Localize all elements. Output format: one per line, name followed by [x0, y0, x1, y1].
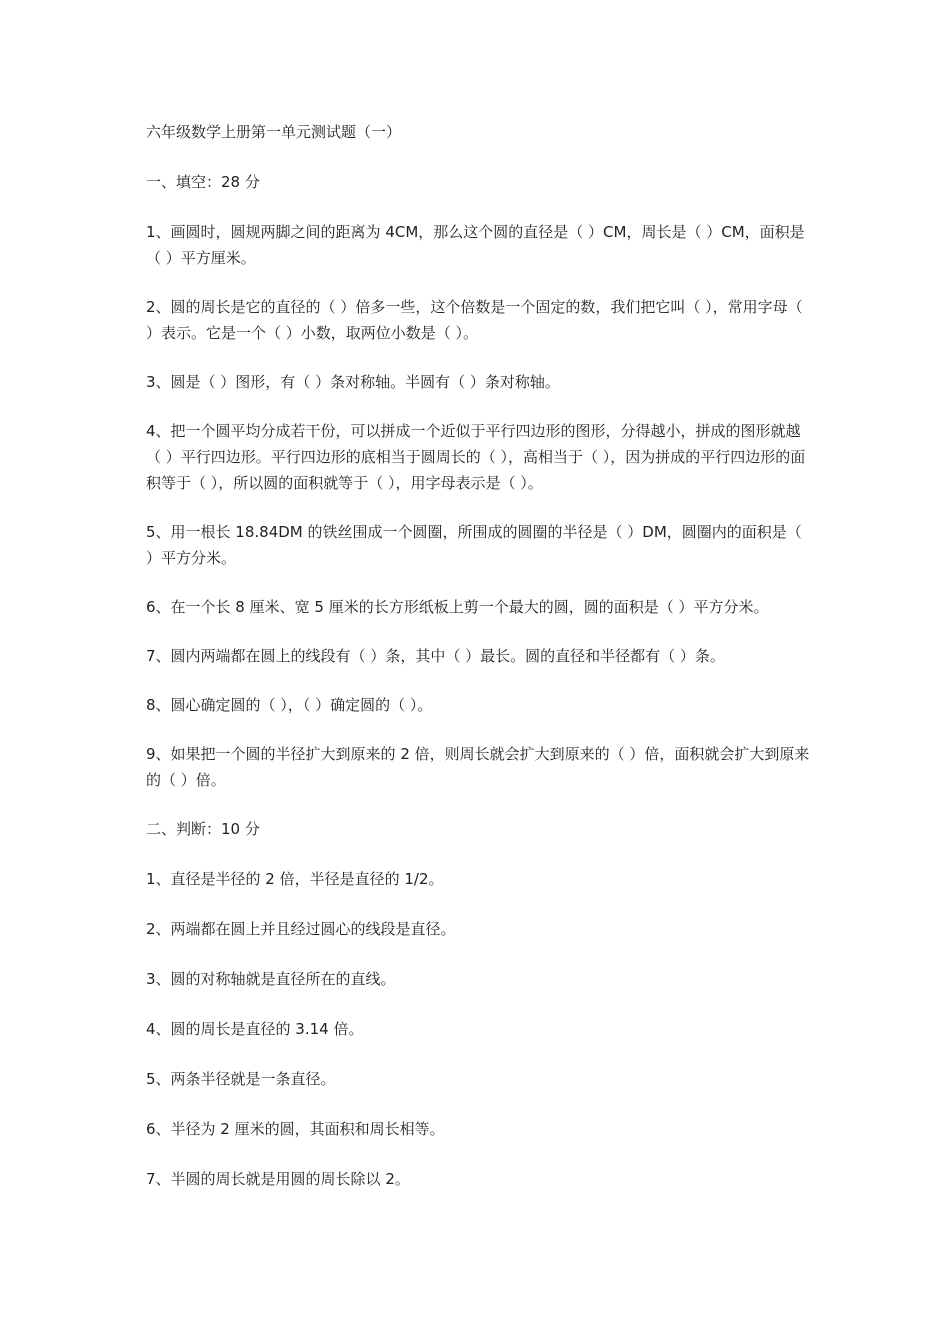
question-item: 8、圆心确定圆的（ ），（ ）确定圆的（ ）。	[146, 696, 433, 714]
question-item: 2、圆的周长是它的直径的（ ）倍多一些，这个倍数是一个固定的数，我们把它叫（ ），常用字母（ ）表示。它是一个（ ）小数，取两位小数是（ ）。	[146, 298, 803, 342]
question-item: 3、圆的对称轴就是直径所在的直线。	[146, 970, 396, 988]
question-item: 7、圆内两端都在圆上的线段有（ ）条，其中（ ）最长。圆的直径和半径都有（ ）条。	[146, 647, 725, 665]
question-item: 5、用一根长 18.84DM 的铁丝围成一个圆圈，所围成的圆圈的半径是（ ）DM，圆圈内的面积是（ ）平方分米。	[146, 523, 802, 567]
question-item: 6、半径为 2 厘米的圆，其面积和周长相等。	[146, 1120, 445, 1138]
question-item: 4、把一个圆平均分成若干份，可以拼成一个近似于平行四边形的图形，分得越小，拼成的图形就越（ ）平行四边形。平行四边形的底相当于圆周长的（ ），高相当于（ ），因为拼成的平行四边形的面积等于（ ），所以圆的面积就等于（ ），用字母表示是（ ）。	[146, 422, 806, 492]
section-heading-fill-blank: 一、填空：28 分	[146, 173, 260, 191]
question-item: 1、画圆时，圆规两脚之间的距离为 4CM，那么这个圆的直径是（ ）CM，周长是（ ）CM，面积是（ ）平方厘米。	[146, 223, 805, 267]
question-item: 9、如果把一个圆的半径扩大到原来的 2 倍，则周长就会扩大到原来的（ ）倍，面积就会扩大到原来的（ ）倍。	[146, 745, 810, 789]
section-heading-true-false: 二、判断：10 分	[146, 820, 260, 838]
question-item: 1、直径是半径的 2 倍，半径是直径的 1/2。	[146, 870, 444, 888]
document-title: 六年级数学上册第一单元测试题（一）	[146, 123, 402, 141]
question-item: 7、半圆的周长就是用圆的周长除以 2。	[146, 1170, 410, 1188]
question-item: 2、两端都在圆上并且经过圆心的线段是直径。	[146, 920, 456, 938]
question-item: 4、圆的周长是直径的 3.14 倍。	[146, 1020, 364, 1038]
document-page	[146, 120, 810, 1216]
question-item: 5、两条半径就是一条直径。	[146, 1070, 336, 1088]
question-item: 3、圆是（ ）图形，有（ ）条对称轴。半圆有（ ）条对称轴。	[146, 373, 560, 391]
question-item: 6、在一个长 8 厘米、宽 5 厘米的长方形纸板上剪一个最大的圆，圆的面积是（ ）平方分米。	[146, 598, 769, 616]
